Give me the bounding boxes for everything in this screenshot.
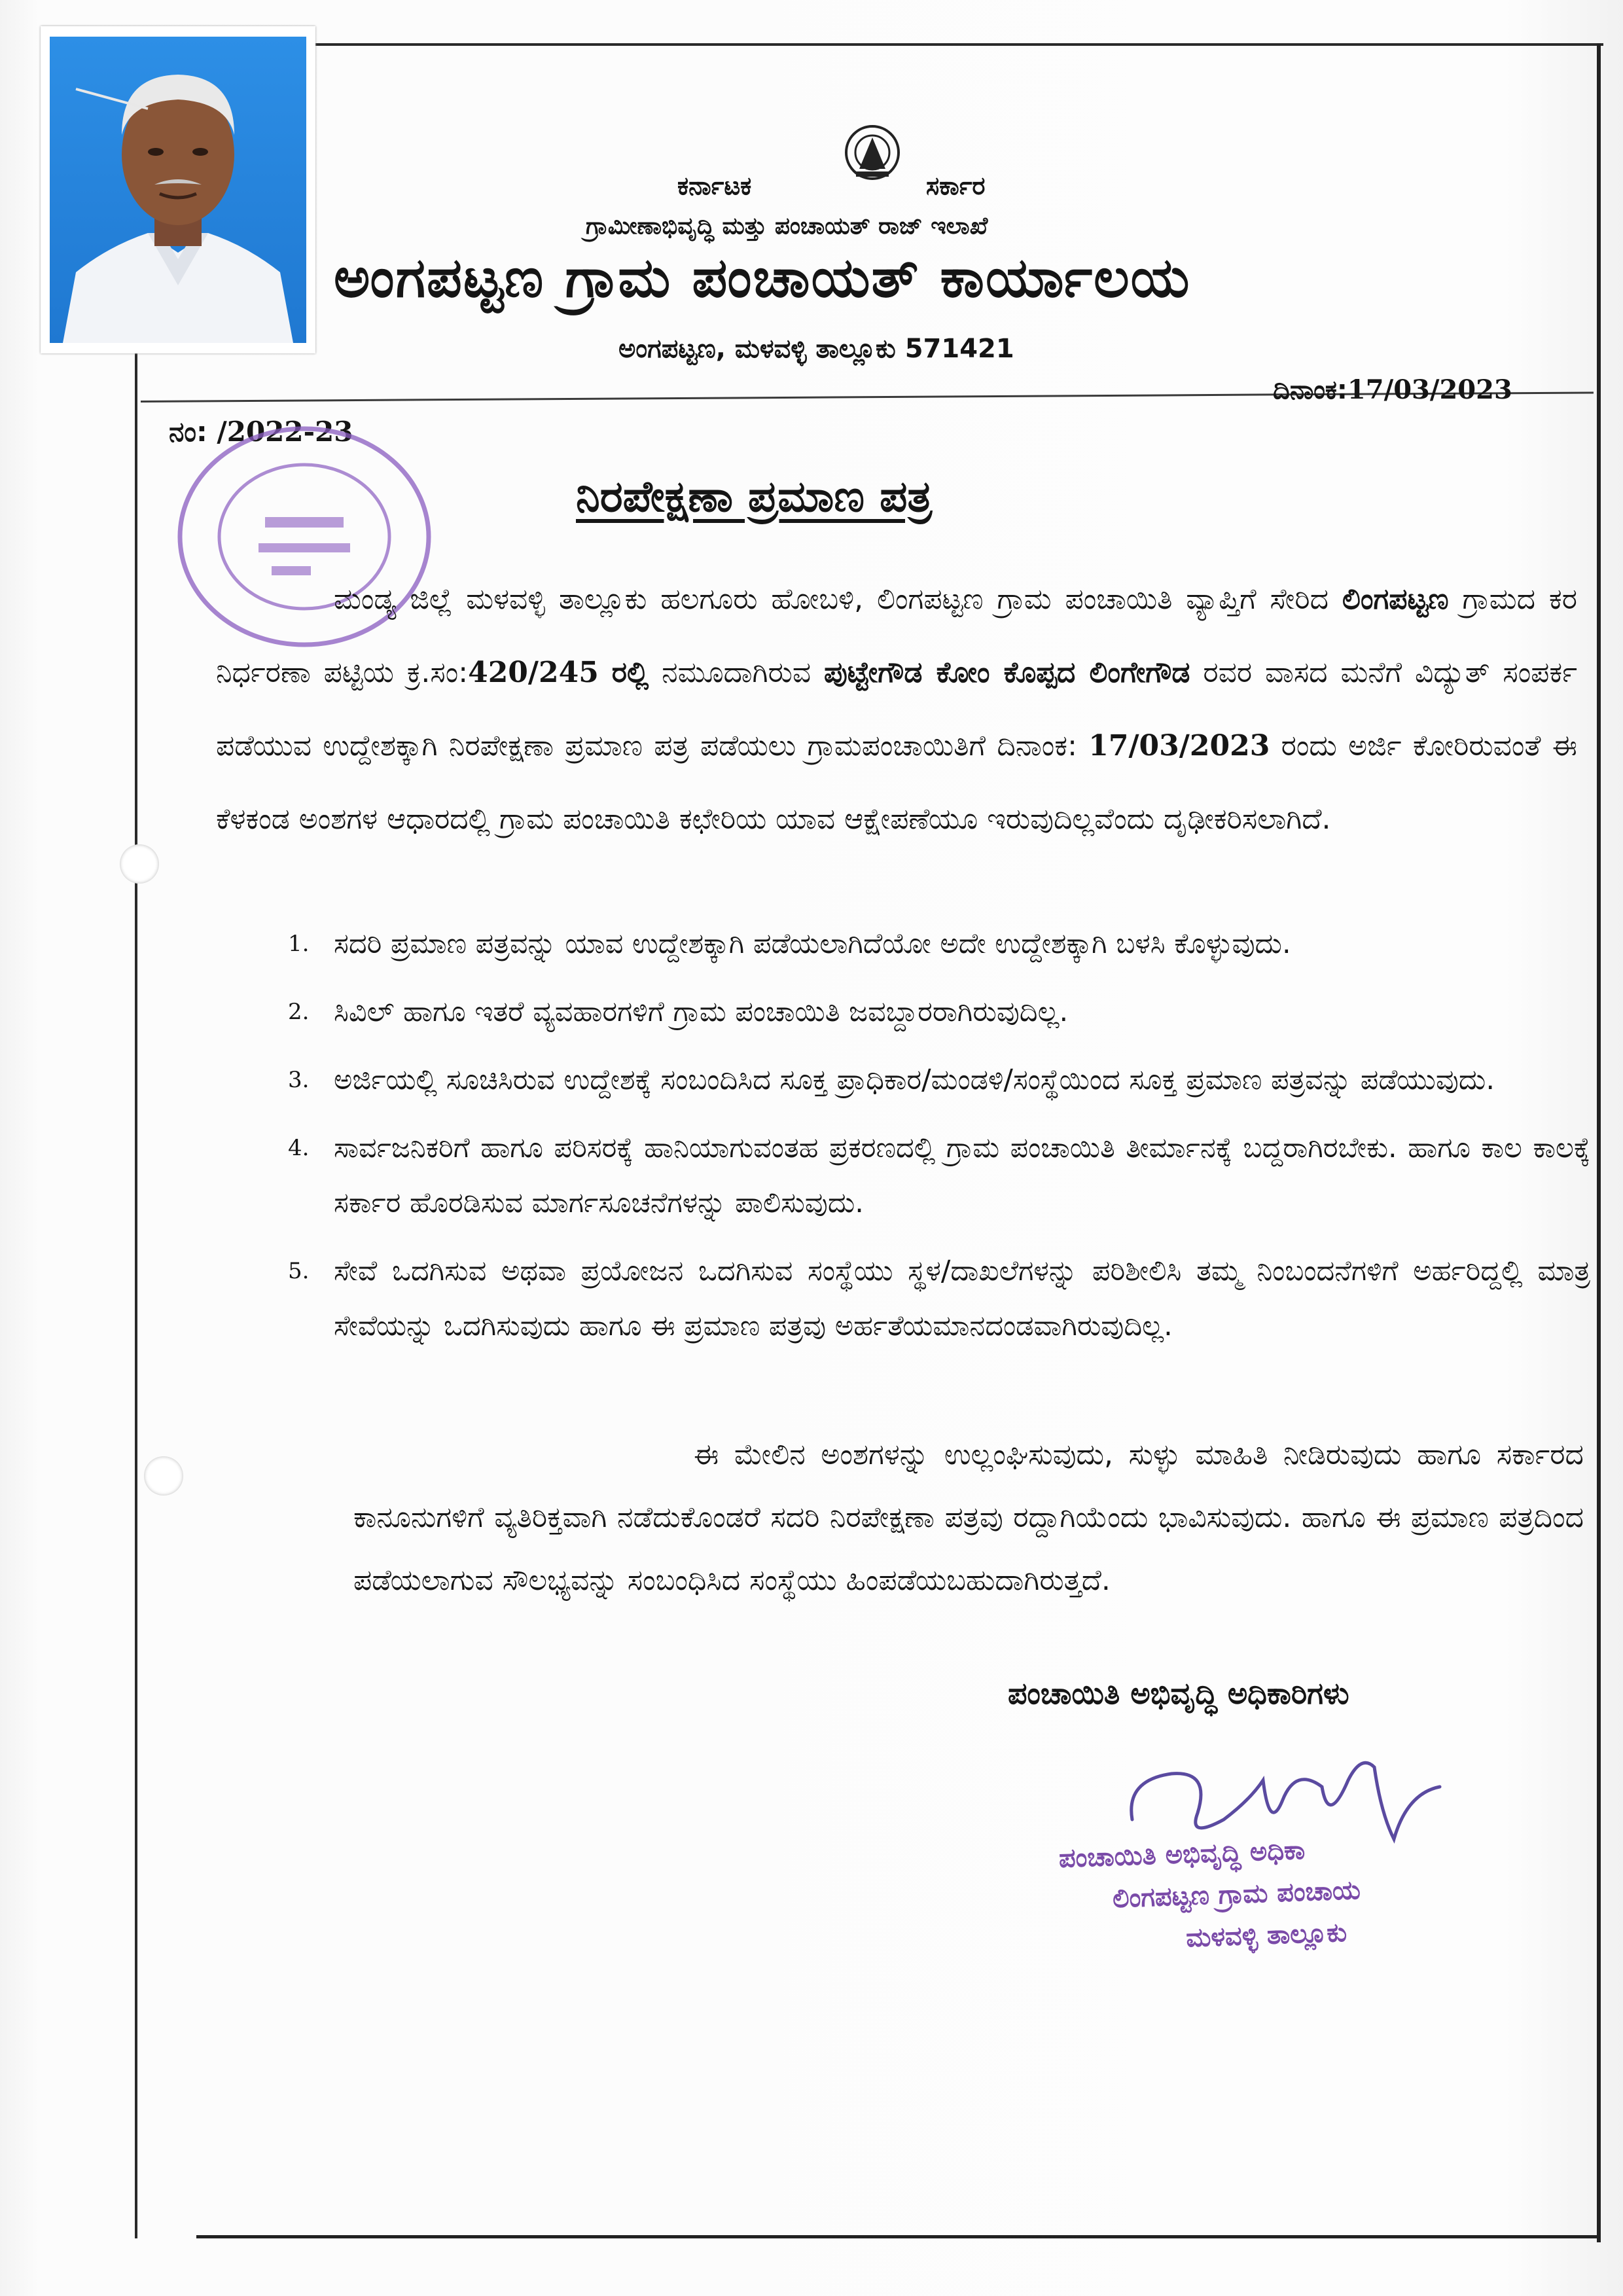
page-border-bottom	[196, 2235, 1598, 2238]
conditions-list	[288, 916, 1590, 1367]
page-border-top	[137, 43, 1603, 46]
body-paragraph	[216, 563, 1577, 856]
punch-hole	[120, 844, 159, 884]
stamp-line: ಮಳವಳ್ಳಿ ತಾಲ್ಲೂಕು	[1185, 1917, 1347, 1954]
stamp-line: ಲಿಂಗಪಟ್ಟಣ ಗ್ರಾಮ ಪಂಚಾಯ	[1112, 1875, 1361, 1914]
reference-value: /2022-23	[217, 416, 353, 448]
condition-number: 2.	[288, 999, 310, 1025]
condition-item	[288, 1121, 1590, 1230]
header-state: ಕರ್ನಾಟಕ	[677, 171, 752, 200]
closing-paragraph: ಈ ಮೇಲಿನ ಅಂಶಗಳನ್ನು ಉಲ್ಲಂಘಿಸುವುದು, ಸುಳ್ಳು ಮಾಹಿತಿ ನೀಡಿರುವುದು ಹಾಗೂ ಸರ್ಕಾರದ ಕಾನೂನುಗಳಿಗೆ ವ್ಯತಿರಿಕ್ತವಾಗಿ ನಡೆದುಕೊಂಡರೆ ಸದರಿ ನಿರಪೇಕ್ಷಣಾ ಪತ್ರವು ರದ್ದಾಗಿಯೆಂದು ಭಾವಿಸುವುದು. ಹಾಗೂ ಈ ಪ್ರಮಾಣ ಪತ್ರದಿಂದ ಪಡೆಯಲಾಗುವ ಸೌಲಭ್ಯವನ್ನು ಸಂಬಂಧಿಸಿದ ಸಂಸ್ಥೆಯು ಹಿಂಪಡೆಯಬಹುದಾಗಿರುತ್ತದೆ.	[353, 1438, 1584, 1597]
condition-text: ಸಿವಿಲ್ ಹಾಗೂ ಇತರೆ ವ್ಯವಹಾರಗಳಿಗೆ ಗ್ರಾಮ ಪಂಚಾಯಿತಿ ಜವಬ್ದಾರರಾಗಿರುವುದಿಲ್ಲ.	[334, 996, 1069, 1028]
signatory-title: ಪಂಚಾಯಿತಿ ಅಭಿವೃದ್ಧಿ ಅಧಿಕಾರಿಗಳು	[1008, 1676, 1349, 1711]
applicant-photo	[41, 26, 315, 353]
designation-stamp	[1058, 1827, 1363, 1964]
condition-number: 1.	[288, 931, 310, 957]
condition-text: ಅರ್ಜಿಯಲ್ಲಿ ಸೂಚಿಸಿರುವ ಉದ್ದೇಶಕ್ಕೆ ಸಂಬಂದಿಸಿದ ಸೂಕ್ತ ಪ್ರಾಧಿಕಾರ/ಮಂಡಳಿ/ಸಂಸ್ಥೆಯಿಂದ ಸೂಕ್ತ ಪ್ರಮಾಣ ಪತ್ರವನ್ನು ಪಡೆಯುವುದು.	[334, 1064, 1495, 1096]
page-border-left	[135, 347, 137, 2238]
condition-item	[288, 1244, 1590, 1354]
serial-number: 420/245	[468, 656, 599, 689]
village-name: ಲಿಂಗಪಟ್ಟಣ	[1342, 583, 1449, 616]
page-border-right	[1597, 43, 1601, 2242]
condition-item	[288, 1052, 1590, 1107]
body-text: ರವರ ವಾಸದ ಮನೆಗೆ ವಿದ್ಯುತ್ ಸಂಪರ್ಕ ಪಡೆಯುವ ಉದ್ದೇಶಕ್ಕಾಗಿ ನಿರಪೇಕ್ಷಣಾ ಪ್ರಮಾಣ ಪತ್ರ ಪಡೆಯಲು ಗ್ರಾಮಪಂಚಾಯಿತಿಗೆ ದಿನಾಂಕ:	[216, 656, 1577, 762]
condition-number: 3.	[288, 1067, 310, 1093]
condition-number: 4.	[288, 1135, 310, 1161]
header-address: ಅಂಗಪಟ್ಟಣ, ಮಳವಳ್ಳಿ ತಾಲ್ಲೂಕು 571421	[618, 334, 1014, 364]
body-text: ಗ್ರಾಮದ ಕರ ನಿರ್ಧರಣಾ ಪಟ್ಟಿಯ ಕ್ರ.ಸಂ:	[216, 583, 1577, 689]
reference-label: ನಂ:	[169, 416, 207, 448]
date-label: ದಿನಾಂಕ:	[1273, 375, 1347, 405]
condition-text: ಸದರಿ ಪ್ರಮಾಣ ಪತ್ರವನ್ನು ಯಾವ ಉದ್ದೇಶಕ್ಕಾಗಿ ಪಡೆಯಲಾಗಿದೆಯೋ ಅದೇ ಉದ್ದೇಶಕ್ಕಾಗಿ ಬಳಸಿ ಕೊಳ್ಳುವುದು.	[334, 927, 1291, 960]
body-text: ರಲ್ಲಿ	[611, 656, 649, 689]
date-line	[1273, 374, 1512, 405]
stamp-line: ಪಂಚಾಯಿತಿ ಅಭಿವೃದ್ಧಿ ಅಧಿಕಾ	[1058, 1835, 1306, 1874]
header-office-name: ಅಂಗಪಟ್ಟಣ ಗ್ರಾಮ ಪಂಚಾಯತ್ ಕಾರ್ಯಾಲಯ	[334, 245, 1191, 310]
punch-hole	[144, 1456, 183, 1496]
certificate-title: ನಿರಪೇಕ್ಷಣಾ ಪ್ರಮಾಣ ಪತ್ರ	[576, 471, 933, 522]
header-department: ಗ್ರಾಮೀಣಾಭಿವೃದ್ಧಿ ಮತ್ತು ಪಂಚಾಯತ್ ರಾಜ್ ಇಲಾಖೆ	[586, 213, 988, 240]
body-text: ನಮೂದಾಗಿರುವ	[662, 656, 812, 689]
condition-item	[288, 984, 1590, 1039]
condition-number: 5.	[288, 1258, 310, 1284]
body-text: ರಂದು ಅರ್ಜಿ ಕೋರಿರುವಂತೆ ಈ ಕೆಳಕಂಡ ಅಂಶಗಳ ಆಧಾರದಲ್ಲಿ ಗ್ರಾಮ ಪಂಚಾಯಿತಿ ಕಛೇರಿಯ ಯಾವ ಆಕ್ಷೇಪಣೆಯೂ ಇರುವುದಿಲ್ಲವೆಂದು ದೃಢೀಕರಿಸಲಾಗಿದೆ.	[216, 729, 1577, 836]
condition-text: ಸಾರ್ವಜನಿಕರಿಗೆ ಹಾಗೂ ಪರಿಸರಕ್ಕೆ ಹಾನಿಯಾಗುವಂತಹ ಪ್ರಕರಣದಲ್ಲಿ ಗ್ರಾಮ ಪಂಚಾಯಿತಿ ತೀರ್ಮಾನಕ್ಕೆ ಬದ್ದರಾಗಿರಬೇಕು. ಹಾಗೂ ಕಾಲ ಕಾಲಕ್ಕೆ ಸರ್ಕಾರ ಹೊರಡಿಸುವ ಮಾರ್ಗಸೂಚನೆಗಳನ್ನು ಪಾಲಿಸುವುದು.	[334, 1132, 1590, 1219]
application-date: 17/03/2023	[1088, 729, 1270, 762]
condition-item	[288, 916, 1590, 971]
header-government: ಸರ್ಕಾರ	[926, 171, 986, 200]
date-value: 17/03/2023	[1347, 374, 1512, 405]
condition-text: ಸೇವೆ ಒದಗಿಸುವ ಅಥವಾ ಪ್ರಯೋಜನ ಒದಗಿಸುವ ಸಂಸ್ಥೆಯು ಸ್ಥಳ/ದಾಖಲೆಗಳನ್ನು ಪರಿಶೀಲಿಸಿ ತಮ್ಮ ನಿಂಬಂದನೆಗಳಿಗೆ ಅರ್ಹರಿದ್ದಲ್ಲಿ ಮಾತ್ರ ಸೇವೆಯನ್ನು ಒದಗಿಸುವುದು ಹಾಗೂ ಈ ಪ್ರಮಾಣ ಪತ್ರವು ಅರ್ಹತೆಯಮಾನದಂಡವಾಗಿರುವುದಿಲ್ಲ.	[334, 1255, 1590, 1342]
government-emblem-icon	[843, 123, 902, 182]
owner-name: ಪುಟ್ಟೇಗೌಡ ಕೋಂ ಕೊಪ್ಪದ ಲಿಂಗೇಗೌಡ	[823, 656, 1190, 689]
body-text: ಮಂಡ್ಯ ಜಿಲ್ಲೆ ಮಳವಳ್ಳಿ ತಾಲ್ಲೂಕು ಹಲಗೂರು ಹೋಬಳಿ, ಲಿಂಗಪಟ್ಟಣ ಗ್ರಾಮ ಪಂಚಾಯಿತಿ ವ್ಯಾಪ್ತಿಗೆ ಸೇರಿದ	[334, 583, 1329, 616]
